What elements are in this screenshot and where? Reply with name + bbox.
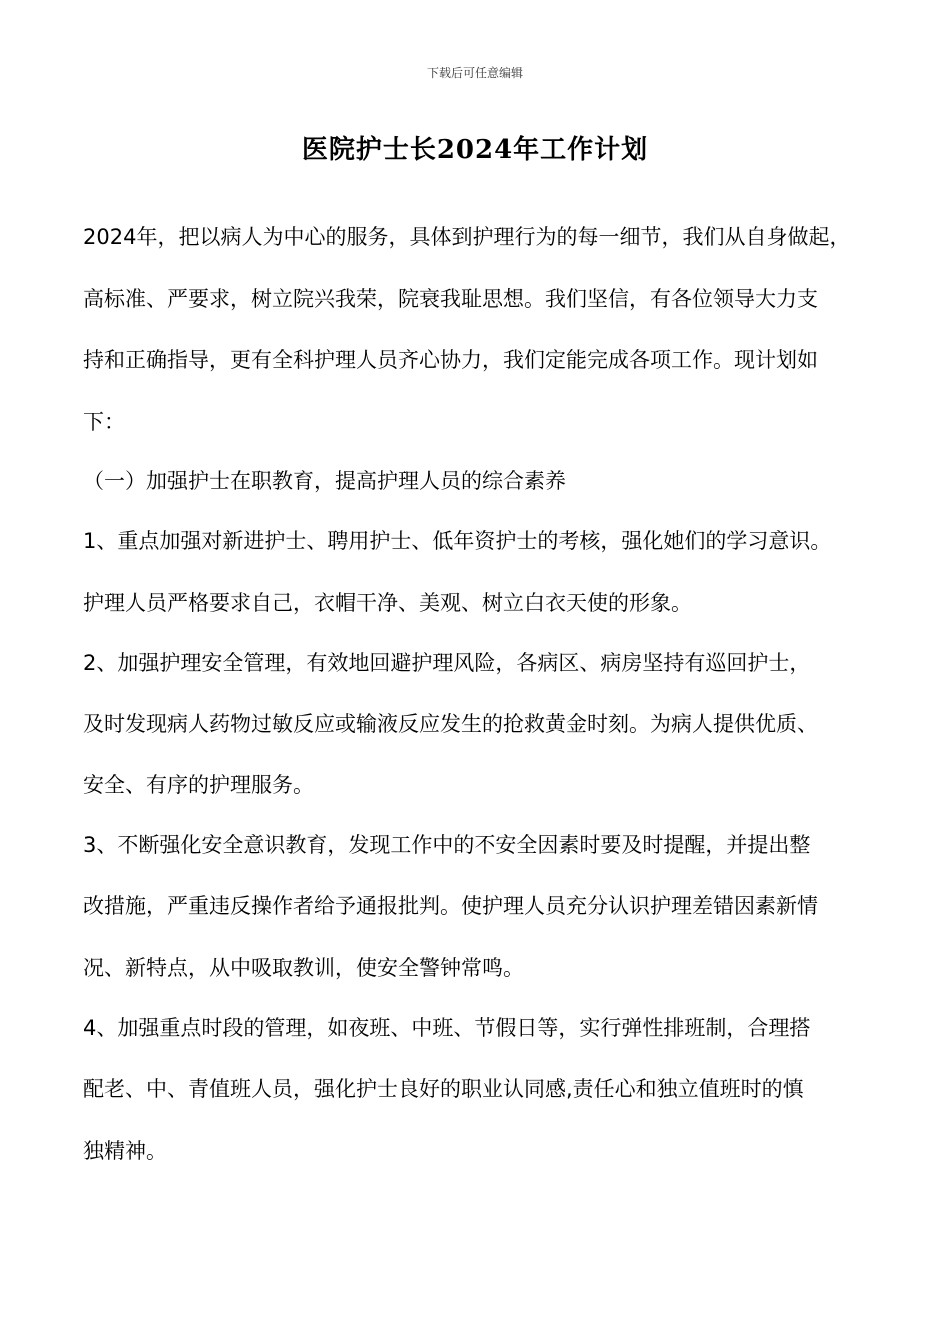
list-item-line: 1、重点加强对新进护士、聘用护士、低年资护士的考核，强化她们的学习意识。	[83, 529, 832, 553]
list-item-line: 护理人员严格要求自己，衣帽干净、美观、树立白衣天使的形象。	[83, 591, 692, 615]
list-item-line: 3、不断强化安全意识教育，发现工作中的不安全因素时要及时提醒，并提出整	[83, 833, 811, 857]
section-heading: （一）加强护士在职教育，提高护理人员的综合素养	[83, 469, 566, 493]
paragraph-line: 下：	[83, 410, 125, 434]
list-item-line: 安全、有序的护理服务。	[83, 773, 314, 797]
list-item-line: 改措施，严重违反操作者给予通报批判。使护理人员充分认识护理差错因素新情	[83, 894, 818, 918]
list-item-line: 及时发现病人药物过敏反应或输液反应发生的抢救黄金时刻。为病人提供优质、	[83, 712, 818, 736]
paragraph-line: 2024年，把以病人为中心的服务，具体到护理行为的每一细节，我们从自身做起，	[83, 225, 851, 249]
document-title: 医院护士长2024年工作计划	[301, 135, 649, 165]
list-item-line: 2、加强护理安全管理，有效地回避护理风险，各病区、病房坚持有巡回护士，	[83, 651, 811, 675]
list-item-line: 4、加强重点时段的管理，如夜班、中班、节假日等，实行弹性排班制，合理搭	[83, 1016, 811, 1040]
header-note: 下载后可任意编辑	[426, 66, 523, 80]
paragraph-line: 持和正确指导，更有全科护理人员齐心协力，我们定能完成各项工作。现计划如	[83, 348, 818, 372]
paragraph-line: 高标准、严要求，树立院兴我荣，院衰我耻思想。我们坚信，有各位领导大力支	[83, 287, 818, 311]
list-item-line: 况、新特点，从中吸取教训，使安全警钟常鸣。	[83, 956, 524, 980]
list-item-line: 配老、中、青值班人员，强化护士良好的职业认同感,责任心和独立值班时的慎	[83, 1077, 804, 1101]
list-item-line: 独精神。	[83, 1139, 167, 1163]
